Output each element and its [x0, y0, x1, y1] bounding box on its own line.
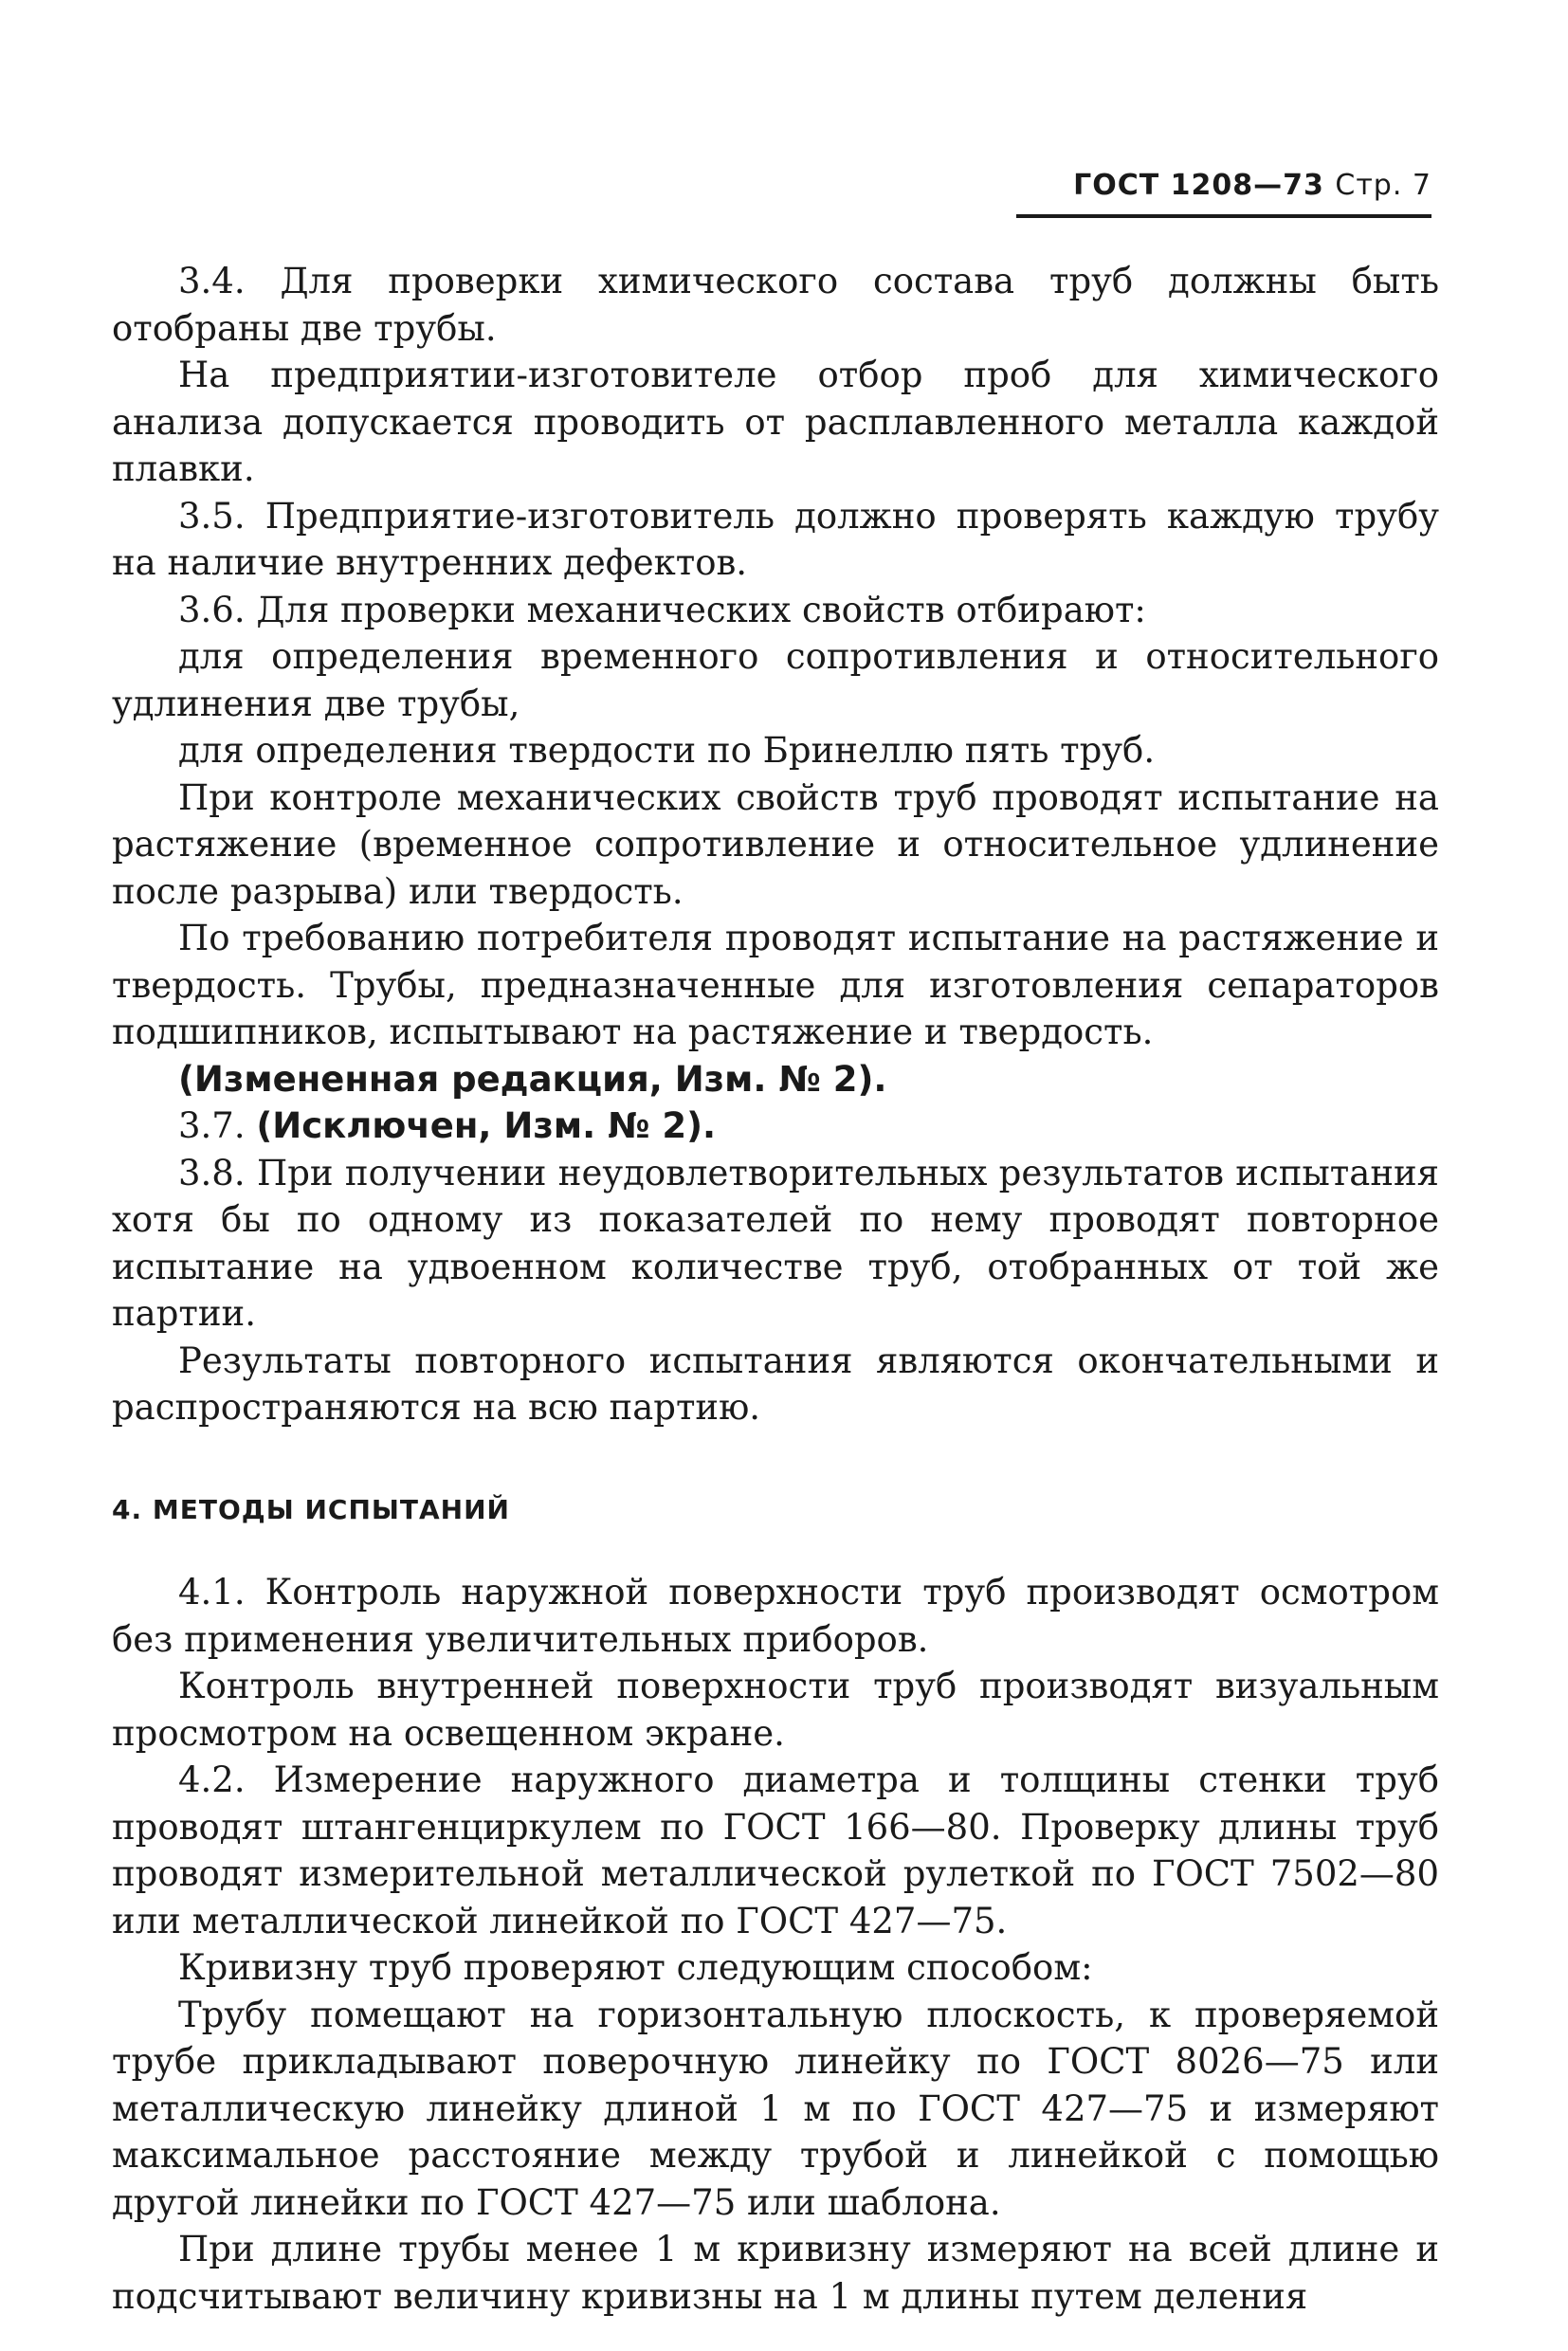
section-4-title: 4. МЕТОДЫ ИСПЫТАНИЙ [112, 1493, 510, 1525]
paragraph-4-1-b: Контроль внутренней поверхности труб производят визуальным просмотром на освещенном экране. [112, 1666, 1439, 1754]
paragraph-3-7 [112, 1103, 1439, 1150]
header-standard: ГОСТ 1208—73 [1073, 169, 1324, 202]
paragraph-3-6-b: для определения твердости по Бринеллю пять труб. [178, 730, 1156, 771]
paragraph-3-5: 3.5. Предприятие-изготовитель должно проверять каждую трубу на наличие внутренних дефектов. [112, 495, 1439, 583]
paragraph-3-4-b: На предприятии-изготовителе отбор проб для химического анализа допускается проводить от расплавленного металла каждой плавки. [112, 355, 1439, 489]
paragraph-3-4: 3.4. Для проверки химического состава труб должны быть отобраны две трубы. [112, 261, 1439, 349]
paragraph-4-1: 4.1. Контроль наружной поверхности труб производят осмотром без применения увеличительных приборов. [112, 1572, 1439, 1660]
paragraph-3-6-c: При контроле механических свойств труб проводят испытание на растяжение (временное сопротивление и относительное удлинение после разрыва) или твердость. [112, 776, 1439, 912]
paragraph-3-8: 3.8. При получении неудовлетворительных результатов испытания хотя бы по одному из показателей по нему проводят повторное испытание на удвоенном количестве труб, отобранных от той же партии. [112, 1152, 1439, 1334]
document-body [112, 258, 1439, 2320]
paragraph-3-7-number: 3.7. [178, 1105, 246, 1146]
paragraph-4-2: 4.2. Измерение наружного диаметра и толщины стенки труб проводят штангенциркулем по ГОСТ 166—80. Проверку длины труб проводят измерительной металлической рулеткой по ГОСТ 7502—80 или металлической линейкой по ГОСТ 427—75. [112, 1759, 1439, 1941]
header-rule [1016, 214, 1431, 218]
page-header [1016, 169, 1431, 202]
header-page-label: Стр. 7 [1335, 169, 1431, 202]
paragraph-4-2-d: При длине трубы менее 1 м кривизну измеряют на всей длине и подсчитывают величину кривизны на 1 м длины путем деления [112, 2229, 1439, 2317]
paragraph-4-2-b: Кривизну труб проверяют следующим способом: [178, 1947, 1093, 1988]
paragraph-3-6-a: для определения временного сопротивления и относительного удлинения две трубы, [112, 636, 1439, 724]
paragraph-3-8-b: Результаты повторного испытания являются окончательными и распространяются на всю партию. [112, 1340, 1439, 1428]
paragraph-3-7-text: (Исключен, Изм. № 2). [256, 1105, 717, 1146]
paragraph-3-6: 3.6. Для проверки механических свойств отбирают: [178, 589, 1146, 630]
paragraph-3-6-note: (Измененная редакция, Изм. № 2). [178, 1058, 887, 1100]
paragraph-3-6-d: По требованию потребителя проводят испытание на растяжение и твердость. Трубы, предназначенные для изготовления сепараторов подшипников, испытывают на растяжение и твердость. [112, 918, 1439, 1052]
paragraph-4-2-c: Трубу помещают на горизонтальную плоскость, к проверяемой трубе прикладывают поверочную линейку по ГОСТ 8026—75 или металлическую линейку длиной 1 м по ГОСТ 427—75 и измеряют максимальное расстояние между трубой и линейкой с помощью другой линейки по ГОСТ 427—75 или шаблона. [112, 1994, 1439, 2223]
